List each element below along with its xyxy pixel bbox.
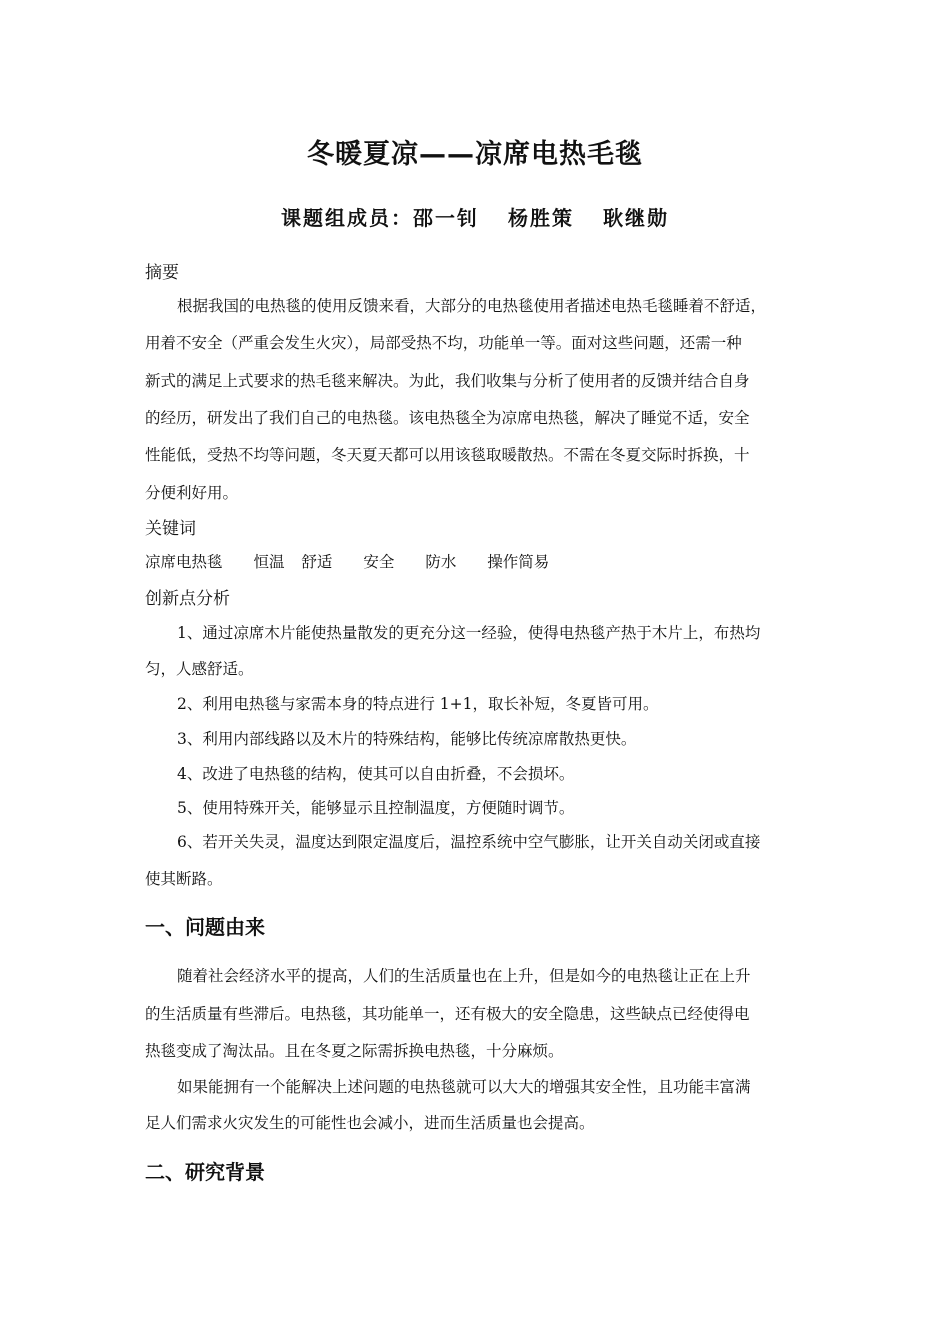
innovation-line: 匀，人感舒适。: [145, 660, 254, 678]
innovation-line: 3、利用内部线路以及木片的特殊结构，能够比传统凉席散热更快。: [177, 730, 637, 748]
abstract-line: 新式的满足上式要求的热毛毯来解决。为此，我们收集与分析了使用者的反馈并结合自身: [145, 372, 750, 390]
abstract-line: 性能低，受热不均等问题，冬天夏天都可以用该毯取暖散热。不需在冬夏交际时拆换，十: [145, 446, 750, 464]
abstract-line: 根据我国的电热毯的使用反馈来看，大部分的电热毯使用者描述电热毛毯睡着不舒适，: [177, 297, 767, 315]
innovation-line: 6、若开关失灵，温度达到限定温度后，温控系统中空气膨胀，让开关自动关闭或直接: [177, 833, 761, 851]
member-name-2: 杨胜策: [508, 206, 574, 230]
section-heading: 一、问题由来: [145, 915, 265, 939]
innovation-line: 4、改进了电热毯的结构，使其可以自由折叠，不会损坏。: [177, 765, 575, 783]
abstract-line: 的经历，研发出了我们自己的电热毯。该电热毯全为凉席电热毯，解决了睡觉不适，安全: [145, 409, 750, 427]
section-line: 的生活质量有些滞后。电热毯，其功能单一，还有极大的安全隐患，这些缺点已经使得电: [145, 1005, 750, 1023]
innovation-heading: 创新点分析: [145, 589, 230, 609]
keyword-item: 操作简易: [487, 553, 550, 571]
keyword-item: 舒适: [301, 553, 333, 571]
members-line: [0, 202, 950, 231]
keywords-list: [145, 550, 575, 572]
innovation-line: 使其断路。: [145, 870, 223, 888]
section-line: 随着社会经济水平的提高，人们的生活质量也在上升，但是如今的电热毯让正在上升: [177, 967, 751, 985]
keyword-item: 安全: [363, 553, 395, 571]
section-line: 如果能拥有一个能解决上述问题的电热毯就可以大大的增强其安全性，且功能丰富满: [177, 1078, 751, 1096]
document-title: 冬暖夏凉——凉席电热毛毯: [307, 139, 643, 170]
innovation-line: 5、使用特殊开关，能够显示且控制温度，方便随时调节。: [177, 799, 575, 817]
keywords-heading: 关键词: [145, 519, 196, 539]
abstract-heading: 摘要: [145, 263, 179, 283]
keyword-item: 恒温: [253, 553, 285, 571]
innovation-line: 1、通过凉席木片能使热量散发的更充分这一经验，使得电热毯产热于木片上，布热均: [177, 624, 761, 642]
member-name-3: 耿继勋: [602, 206, 669, 230]
section-line: 热毯变成了淘汰品。且在冬夏之际需拆换电热毯，十分麻烦。: [145, 1042, 564, 1060]
abstract-line: 用着不安全（严重会发生火灾），局部受热不均，功能单一等。面对这些问题，还需一种: [145, 334, 742, 352]
keyword-item: 防水: [425, 553, 457, 571]
keyword-item: 凉席电热毯: [145, 553, 223, 571]
section-heading: 二、研究背景: [145, 1160, 265, 1184]
innovation-line: 2、利用电热毯与家需本身的特点进行 1+1，取长补短，冬夏皆可用。: [177, 695, 659, 713]
members-label: 课题组成员：邵一钊: [281, 206, 480, 230]
section-line: 足人们需求火灾发生的可能性也会减小，进而生活质量也会提高。: [145, 1114, 595, 1132]
abstract-line: 分便利好用。: [145, 484, 239, 502]
